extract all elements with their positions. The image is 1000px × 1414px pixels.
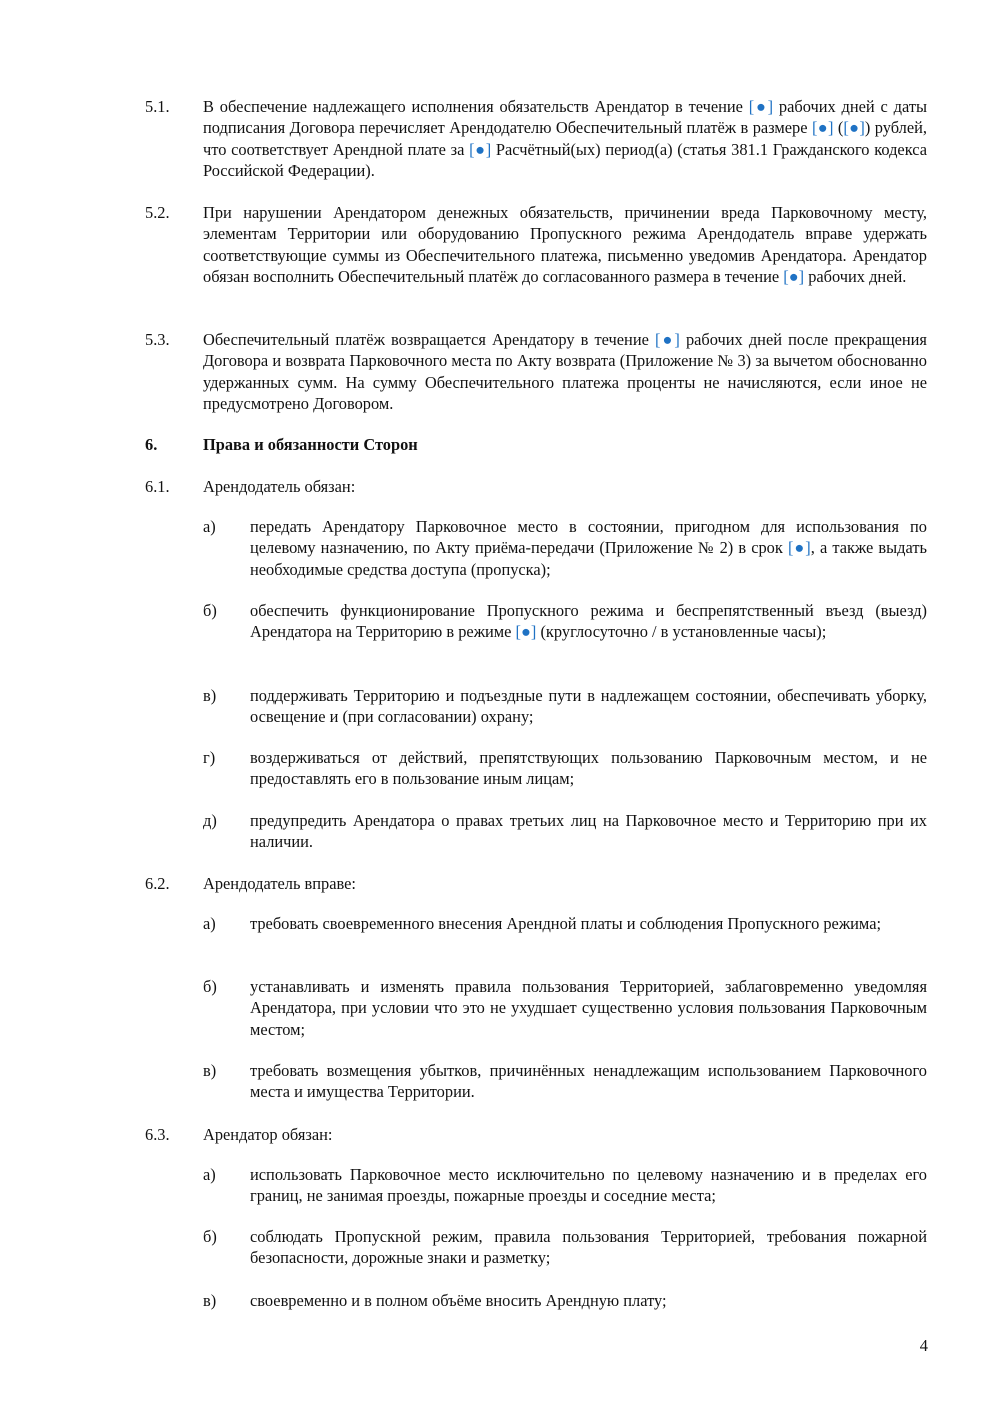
item-letter: а) [203,517,216,536]
list-item [203,1060,927,1103]
item-text: соблюдать Пропускной режим, правила пользования Территорией, требования пожарной безопасности, дорожные знаки и разметку; [250,1227,927,1268]
list-item [203,685,927,728]
clause-6-3 [145,1124,927,1145]
placeholder-mark: [●] [843,118,865,138]
clause-text: В обеспечение надлежащего исполнения обязательств Арендатор в течение [●] рабочих дней с даты подписания Договора перечисляет Арендодателю Обеспечительный платёж в размере [●] ([●]) рублей, что соответствует Арендной плате за [●] Расчётный(ых) период(а) (статья 381.1 Гражданского кодекса Российской Федерации). [203,97,927,181]
item-text: своевременно и в полном объёме вносить Арендную плату; [250,1291,667,1310]
clause-6-2 [145,873,927,894]
placeholder-mark: [●] [469,139,492,159]
clause-text: Обеспечительный платёж возвращается Арендатору в течение [●] рабочих дней после прекращения Договора и возврата Парковочного места по Акту возврата (Приложение № 3) за вычетом обоснованно удержанных сумм. На сумму Обеспечительного платежа проценты не начисляются, если иное не предусмотрено Договором. [203,330,927,414]
clause-number: 5.1. [145,97,170,116]
clause-text: При нарушении Арендатором денежных обязательств, причинении вреда Парковочному месту, элементам Территории или оборудованию Пропускного режима Арендодатель вправе удержать соответствующие суммы из Обеспечительного платежа, письменно уведомив Арендатора. Арендатор обязан восполнить Обеспечительный платёж до согласованного размера в течение [●] рабочих дней. [203,203,927,287]
item-text: обеспечить функционирование Пропускного режима и беспрепятственный въезд (выезд) Арендатора на Территорию в режиме [●] (круглосуточно / в установленные часы); [250,601,927,642]
placeholder-mark: [●] [811,118,834,138]
item-letter: в) [203,1061,217,1080]
item-letter: в) [203,686,217,705]
item-letter: г) [203,748,216,767]
clause-5-2 [145,202,927,288]
clause-title: Арендодатель вправе: [203,874,356,893]
page-number: 4 [919,1336,928,1355]
placeholder-mark: [●] [783,267,805,287]
item-text: требовать возмещения убытков, причинённых ненадлежащим использованием Парковочного места и имущества Территории. [250,1061,927,1102]
list-item [203,516,927,580]
clause-6-1 [145,476,927,497]
item-letter: б) [203,977,217,996]
clause-5-3 [145,329,927,415]
item-text: передать Арендатору Парковочное место в состоянии, пригодном для использования по целевому назначению, по Акту приёма-передачи (Приложение № 2) в срок [●], а также выдать необходимые средства доступа (пропуска); [250,517,927,579]
item-text: воздерживаться от действий, препятствующих пользованию Парковочным местом, и не предоставлять его в пользование иным лицам; [250,748,927,789]
item-text: устанавливать и изменять правила пользования Территорией, заблаговременно уведомляя Арендатора, при условии что это не ухудшает существенно условия пользования Парковочным местом; [250,977,927,1039]
item-text: требовать своевременного внесения Арендной платы и соблюдения Пропускного режима; [250,914,882,933]
list-item [203,747,927,790]
clause-number: 5.3. [145,330,170,349]
list-item [203,1290,927,1311]
list-item [203,1226,927,1269]
clause-number: 5.2. [145,203,170,222]
clause-title: Арендодатель обязан: [203,477,356,496]
item-text: поддерживать Территорию и подъездные пути в надлежащем состоянии, обеспечивать уборку, освещение и (при согласовании) охрану; [250,686,927,727]
list-item [203,976,927,1040]
list-item [203,1164,927,1207]
list-item [203,600,927,643]
clause-number: 6.1. [145,477,170,496]
item-letter: в) [203,1291,217,1310]
list-item [203,810,927,853]
item-text: предупредить Арендатора о правах третьих лиц на Парковочное место и Территорию при их наличии. [250,811,927,852]
clause-number: 6.2. [145,874,170,893]
placeholder-mark: [●] [654,330,680,349]
section-number: 6. [145,435,158,454]
item-letter: б) [203,1227,217,1246]
list-item [203,913,927,934]
placeholder-mark: [●] [748,97,774,116]
section-heading-6 [145,434,927,455]
item-letter: б) [203,601,217,620]
clause-number: 6.3. [145,1125,170,1144]
item-letter: а) [203,914,216,933]
item-letter: а) [203,1165,216,1184]
item-letter: д) [203,811,217,830]
item-text: использовать Парковочное место исключительно по целевому назначению и в пределах его границ, не занимая проезды, пожарные проезды и соседние места; [250,1165,927,1206]
section-title: Права и обязанности Сторон [203,435,418,454]
placeholder-mark: [●] [787,538,811,558]
clause-title: Арендатор обязан: [203,1125,333,1144]
placeholder-mark: [●] [515,622,537,642]
clause-5-1 [145,96,927,182]
